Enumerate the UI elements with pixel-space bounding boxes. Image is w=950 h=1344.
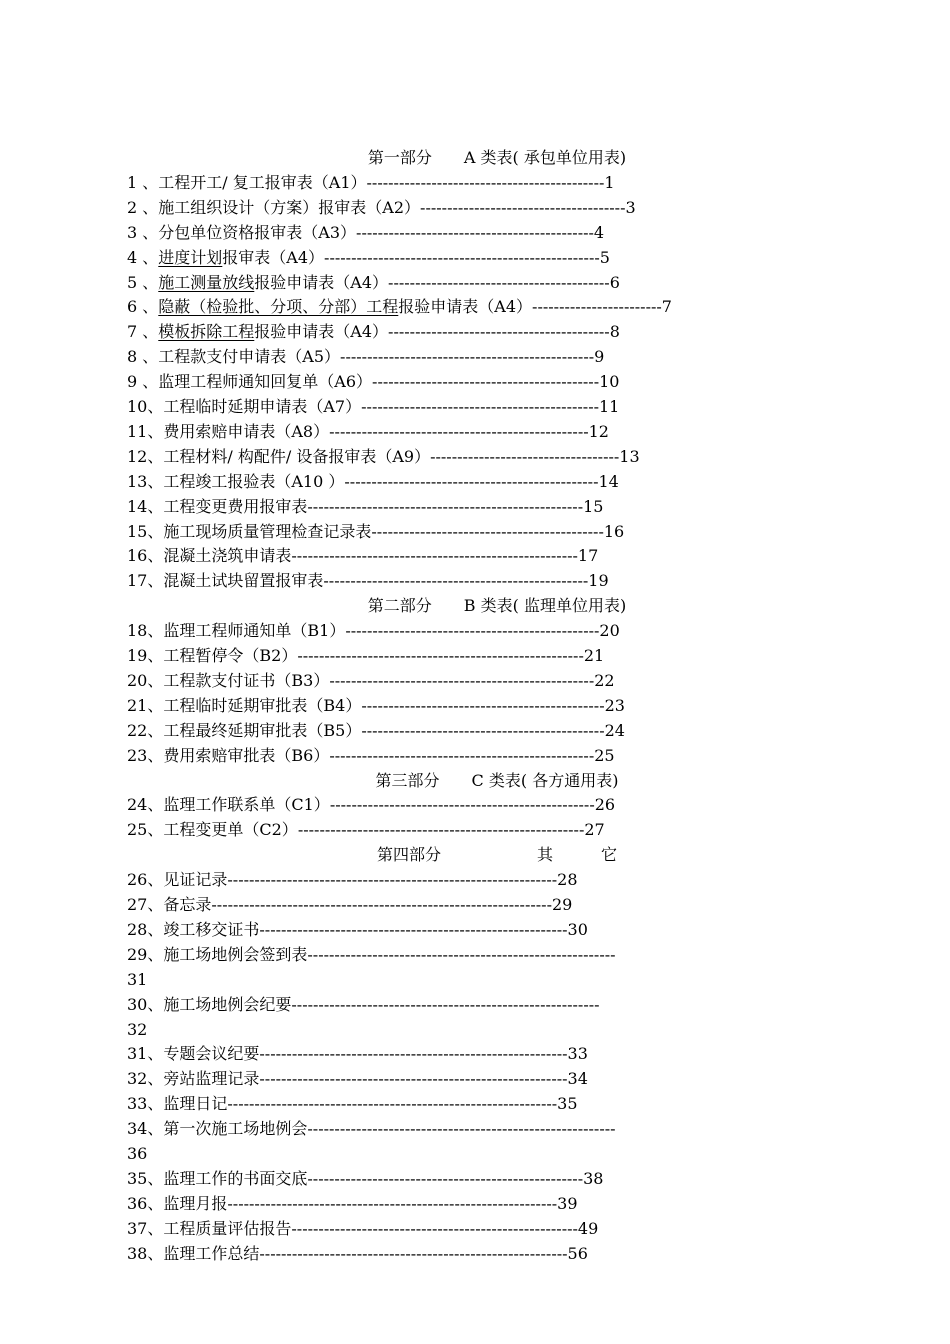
toc-entry-title: 竣工移交证书 — [163, 919, 260, 939]
toc-entry-title: 施工组织设计（方案）报审表（A2） — [158, 197, 421, 217]
toc-entry — [127, 220, 867, 245]
toc-entry-underlined-title: 模板拆除工程 — [158, 322, 255, 342]
toc-entry-number: 6 、 — [127, 297, 159, 317]
toc-entry-page-number: 8 — [609, 322, 620, 342]
toc-entry-page-number: 14 — [598, 471, 619, 491]
toc-leader-dashes: -------------------------------------------- — [366, 172, 605, 192]
toc-entry-page-number: 7 — [661, 297, 672, 317]
toc-entry-page-number: 6 — [609, 272, 620, 292]
toc-entry-title: 费用索赔审批表（B6） — [163, 745, 330, 765]
toc-entry — [127, 1066, 867, 1091]
toc-entry-number: 33、 — [127, 1094, 164, 1114]
toc-entry-page-number: 22 — [594, 670, 615, 690]
toc-entry-number: 30、 — [127, 994, 164, 1014]
toc-entry-title: 专题会议纪要 — [163, 1044, 260, 1064]
toc-entry-title: 报审表（A4） — [222, 247, 325, 267]
toc-entry — [127, 245, 867, 270]
toc-entry-number: 23、 — [127, 745, 164, 765]
toc-entry — [127, 618, 867, 643]
toc-entry-number: 34、 — [127, 1119, 164, 1139]
toc-entry-number: 25、 — [127, 820, 164, 840]
toc-entry-title: 工程款支付申请表（A5） — [158, 347, 341, 367]
toc-entry-number: 7 、 — [127, 322, 159, 342]
toc-entry — [127, 319, 867, 344]
toc-entry — [127, 270, 867, 295]
toc-leader-dashes: --------------------------------------------------------- — [307, 1119, 616, 1139]
toc-entry-number: 18、 — [127, 621, 164, 641]
toc-entry-title: 备忘录 — [163, 895, 212, 914]
toc-entry-number: 36、 — [127, 1193, 164, 1213]
toc-entry — [127, 693, 867, 718]
toc-entry-page-number: 23 — [604, 695, 625, 715]
toc-entry — [127, 643, 867, 668]
toc-entry — [127, 668, 867, 693]
toc-entry — [127, 568, 867, 593]
toc-entry-title: 工程竣工报验表（A10 ） — [163, 471, 345, 491]
toc-page-number-wrapped: 36 — [127, 1144, 148, 1163]
toc-entry-page-number: 13 — [619, 446, 640, 466]
toc-entry-number: 4 、 — [127, 247, 159, 267]
toc-leader-dashes: ----------------------------------------------------- — [291, 1218, 578, 1238]
toc-entry-number: 38、 — [127, 1243, 164, 1263]
toc-entry-page-number: 4 — [593, 222, 605, 242]
toc-leader-dashes: -------------------------------------- — [420, 197, 626, 217]
toc-entry-title: 报验申请表（A4） — [254, 322, 389, 342]
toc-leader-dashes: ----------------------------------------- — [388, 322, 610, 342]
toc-entry-page-number: 24 — [604, 720, 625, 740]
toc-entry-number: 37、 — [127, 1218, 164, 1238]
toc-entry-number: 5 、 — [127, 272, 159, 292]
toc-entry-title: 监理工作联系单（C1） — [163, 795, 330, 815]
toc-entry-page-number: 33 — [567, 1044, 588, 1064]
toc-entry — [127, 792, 867, 817]
toc-leader-dashes: ------------------------------------------------------------- — [227, 1094, 558, 1114]
toc-entry — [127, 1216, 867, 1241]
toc-entry-page-number: 9 — [594, 347, 605, 367]
toc-entry-page-number: 12 — [588, 421, 609, 441]
toc-entry-number: 12、 — [127, 446, 164, 466]
toc-leader-dashes: --------------------------------------------------- — [307, 1168, 584, 1188]
toc-entry-title: 混凝土浇筑申请表 — [163, 546, 292, 566]
toc-leader-dashes: -------------------------------------------- — [356, 222, 594, 242]
toc-entry-page-number: 3 — [625, 197, 636, 217]
toc-leader-dashes: --------------------------------------------- — [361, 720, 605, 740]
toc-entry-title: 见证记录 — [163, 870, 228, 890]
toc-entry-number: 17、 — [127, 571, 164, 591]
toc-leader-dashes: --------------------------------------------------------- — [291, 994, 600, 1014]
toc-entry — [127, 1116, 867, 1141]
toc-leader-dashes: ------------------------------------------------------------- — [227, 1193, 558, 1213]
toc-entry — [127, 1241, 867, 1266]
toc-entry-title: 工程款支付证书（B3） — [163, 670, 330, 690]
toc-entry-number: 26、 — [127, 870, 164, 890]
toc-entry — [127, 992, 867, 1017]
toc-entry-title: 监理工程师通知单（B1） — [163, 621, 346, 641]
toc-entry-number: 3 、 — [127, 222, 159, 242]
toc-entry-number: 15、 — [127, 521, 164, 541]
toc-entry-underlined-title: 隐蔽（检验批、分项、分部）工程 — [158, 297, 399, 317]
toc-leader-dashes: ------------------------ — [532, 297, 662, 317]
toc-entry — [127, 543, 867, 568]
toc-leader-dashes: --------------------------------------------- — [361, 695, 605, 715]
toc-entry — [127, 817, 867, 842]
toc-entry-title: 工程变更单（C2） — [163, 820, 298, 840]
toc-entry-number: 20、 — [127, 670, 164, 690]
toc-leader-dashes: ----------------------------------------------------- — [291, 546, 578, 566]
toc-entry-number: 21、 — [127, 695, 164, 715]
toc-leader-dashes: -------------------------------------------- — [361, 397, 599, 416]
toc-entry — [127, 344, 867, 369]
toc-entry-title: 施工场地例会签到表 — [163, 944, 308, 964]
toc-entry-number: 35、 — [127, 1168, 164, 1188]
toc-entry — [127, 1091, 867, 1116]
toc-entry-page-number: 20 — [599, 621, 620, 641]
toc-entry-number: 10、 — [127, 397, 164, 416]
toc-entry-title: 工程临时延期审批表（B4） — [163, 695, 362, 715]
toc-page-number-wrapped: 32 — [127, 1019, 148, 1039]
toc-leader-dashes: ----------------------------------------------- — [344, 471, 599, 491]
toc-leader-dashes: --------------------------------------------------------- — [259, 919, 568, 939]
toc-entry — [127, 743, 867, 768]
toc-entry-page-number: 34 — [567, 1069, 588, 1089]
toc-leader-dashes: ------------------------------------------------- — [329, 795, 595, 815]
toc-leader-dashes: ------------------------------------------- — [371, 521, 604, 541]
toc-entry — [127, 1041, 867, 1066]
toc-leader-dashes: ------------------------------------------ — [372, 372, 600, 392]
toc-entry — [127, 394, 867, 419]
toc-entry-page-number: 25 — [594, 745, 615, 765]
section-heading: 第一部分 A 类表( 承包单位用表) — [367, 148, 627, 167]
toc-entry-number: 11、 — [127, 421, 164, 441]
toc-leader-dashes: ------------------------------------------------- — [329, 670, 595, 690]
section-heading: 第三部分 C 类表( 各方通用表) — [375, 770, 619, 790]
toc-leader-dashes: --------------------------------------------------------- — [259, 1044, 568, 1064]
toc-entry-title: 监理工作总结 — [163, 1243, 260, 1263]
toc-leader-dashes: ----------------------------------------------------- — [297, 820, 585, 840]
section-heading: 第四部分 其 它 — [376, 845, 617, 865]
toc-entry — [127, 369, 867, 394]
toc-leader-dashes: ----------------------------------------------- — [340, 347, 595, 367]
toc-entry-title: 施工场地例会纪要 — [163, 994, 292, 1014]
toc-leader-dashes: ----------------------------------- — [430, 446, 620, 466]
toc-entry-number: 24、 — [127, 795, 164, 815]
toc-entry-number: 9 、 — [127, 372, 159, 392]
toc-leader-dashes: --------------------------------------------------------- — [307, 944, 616, 964]
toc-entry-title: 工程临时延期申请表（A7） — [163, 397, 362, 416]
toc-entry-title: 监理工程师通知回复单（A6） — [158, 372, 373, 392]
toc-entry-title: 报验申请表（A4） — [398, 297, 533, 317]
toc-entry — [127, 419, 867, 444]
toc-entry-page-number: 21 — [583, 646, 605, 665]
toc-entry-page-number: 15 — [583, 496, 604, 516]
toc-leader-dashes: --------------------------------------------------------------- — [211, 895, 552, 914]
toc-leader-dashes: --------------------------------------------------- — [307, 496, 584, 516]
toc-entry-title: 工程材料/ 构配件/ 设备报审表（A9） — [163, 446, 431, 466]
toc-entry-title: 监理工作的书面交底 — [163, 1168, 308, 1188]
toc-leader-dashes: ----------------------------------------------------- — [297, 646, 584, 665]
toc-entry-number: 31、 — [127, 1044, 164, 1064]
toc-entry-number: 29、 — [127, 944, 164, 964]
toc-leader-dashes: --------------------------------------------------------- — [259, 1069, 568, 1089]
toc-leader-dashes: ------------------------------------------------- — [329, 745, 595, 765]
toc-entry-title: 工程变更费用报审表 — [163, 496, 308, 516]
toc-entry-title: 工程质量评估报告 — [163, 1218, 292, 1238]
toc-entry-number: 22、 — [127, 720, 164, 740]
toc-leader-dashes: ------------------------------------------------ — [329, 421, 589, 441]
toc-entry-page-number: 30 — [567, 919, 588, 939]
toc-entry-title: 费用索赔申请表（A8） — [163, 421, 330, 441]
toc-entry-title: 工程开工/ 复工报审表（A1） — [158, 172, 367, 192]
toc-entry-page-number: 49 — [577, 1218, 599, 1238]
toc-entry — [127, 494, 867, 519]
toc-entry — [127, 917, 867, 942]
toc-entry — [127, 170, 867, 195]
toc-entry — [127, 469, 867, 494]
toc-leader-dashes: --------------------------------------------------------- — [259, 1243, 568, 1263]
toc-entry-number: 1 、 — [127, 172, 159, 192]
toc-entry-underlined-title: 进度计划 — [158, 247, 223, 267]
toc-entry — [127, 195, 867, 220]
toc-entry-page-number: 26 — [594, 795, 616, 815]
toc-entry — [127, 867, 867, 892]
toc-entry — [127, 519, 867, 544]
toc-entry-page-number: 56 — [567, 1243, 588, 1263]
toc-entry-title: 工程最终延期审批表（B5） — [163, 720, 362, 740]
toc-entry — [127, 942, 867, 967]
section-heading: 第二部分 B 类表( 监理单位用表) — [367, 596, 627, 616]
toc-entry-page-number: 1 — [604, 172, 615, 192]
toc-entry-page-number: 11 — [599, 397, 620, 416]
toc-entry-number: 27、 — [127, 895, 164, 914]
toc-entry-underlined-title: 施工测量放线 — [158, 272, 255, 292]
toc-entry-title: 监理日记 — [163, 1094, 228, 1114]
toc-entry-title: 报验申请表（A4） — [254, 272, 389, 292]
toc-entry-title: 第一次施工场地例会 — [163, 1119, 308, 1139]
toc-entry — [127, 718, 867, 743]
toc-entry-title: 分包单位资格报审表（A3） — [158, 222, 357, 242]
toc-leader-dashes: ------------------------------------------------- — [323, 571, 589, 591]
toc-entry — [127, 1166, 867, 1191]
toc-entry-title: 工程暂停令（B2） — [163, 646, 298, 665]
toc-entry-number: 32、 — [127, 1069, 164, 1089]
toc-entry-number: 28、 — [127, 919, 164, 939]
toc-leader-dashes: ------------------------------------------------------------- — [227, 870, 558, 890]
toc-entry-number: 13、 — [127, 471, 164, 491]
toc-entry-title: 混凝土试块留置报审表 — [163, 571, 324, 591]
toc-entry-page-number: 17 — [577, 546, 599, 566]
toc-entry-page-number: 19 — [588, 571, 609, 591]
toc-entry-page-number: 5 — [599, 247, 610, 267]
toc-entry-number: 16、 — [127, 546, 164, 566]
toc-entry — [127, 444, 867, 469]
toc-entry-page-number: 10 — [599, 372, 620, 392]
toc-entry-page-number: 28 — [557, 870, 578, 890]
toc-entry-page-number: 16 — [603, 521, 625, 541]
toc-entry — [127, 892, 867, 917]
toc-leader-dashes: --------------------------------------------------- — [324, 247, 600, 267]
toc-entry-number: 2 、 — [127, 197, 159, 217]
toc-entry-page-number: 38 — [583, 1168, 604, 1188]
toc-leader-dashes: ----------------------------------------------- — [345, 621, 600, 641]
toc-page-number-wrapped: 31 — [127, 969, 148, 989]
toc-entry-title: 监理月报 — [163, 1193, 228, 1213]
toc-entry — [127, 294, 867, 319]
toc-entry-page-number: 39 — [557, 1193, 578, 1213]
toc-entry-page-number: 29 — [551, 895, 573, 914]
toc-entry-title: 旁站监理记录 — [163, 1069, 260, 1089]
toc-leader-dashes: ----------------------------------------- — [388, 272, 610, 292]
toc-entry-number: 19、 — [127, 646, 164, 665]
toc-entry-page-number: 35 — [557, 1094, 578, 1114]
toc-entry — [127, 1191, 867, 1216]
toc-entry-number: 14、 — [127, 496, 164, 516]
toc-entry-page-number: 27 — [584, 820, 605, 840]
toc-entry-title: 施工现场质量管理检查记录表 — [163, 521, 372, 541]
toc-entry-number: 8 、 — [127, 347, 159, 367]
